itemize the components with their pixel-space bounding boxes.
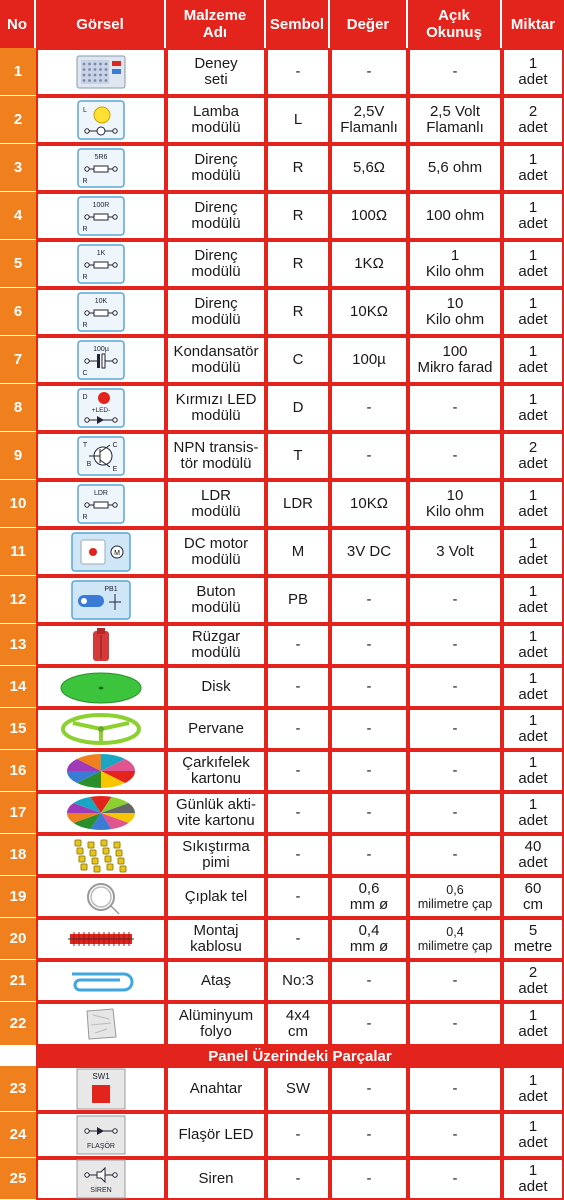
cell-value: - bbox=[330, 1158, 408, 1200]
cell-symbol: M bbox=[266, 528, 330, 576]
row-number: 21 bbox=[0, 960, 36, 1002]
svg-text:L: L bbox=[83, 107, 87, 114]
cell-symbol: D bbox=[266, 384, 330, 432]
section-panel-parts: Panel Üzerindeki Parçalar bbox=[36, 1046, 564, 1066]
cell-quantity: 1 adet bbox=[502, 750, 564, 792]
resistor-module-icon bbox=[36, 192, 166, 240]
cell-quantity: 1 adet bbox=[502, 1002, 564, 1046]
cell-name: Çarkıfelek kartonu bbox=[166, 750, 266, 792]
row-number: 12 bbox=[0, 576, 36, 624]
cell-value: 100Ω bbox=[330, 192, 408, 240]
cell-reading: - bbox=[408, 48, 502, 96]
capacitor-module-icon bbox=[36, 336, 166, 384]
cell-value: - bbox=[330, 960, 408, 1002]
cell-quantity: 1 adet bbox=[502, 144, 564, 192]
svg-text:M: M bbox=[114, 550, 120, 557]
cell-reading: - bbox=[408, 576, 502, 624]
cell-symbol: T bbox=[266, 432, 330, 480]
row-number: 10 bbox=[0, 480, 36, 528]
cell-reading: - bbox=[408, 1112, 502, 1158]
row-number: 20 bbox=[0, 918, 36, 960]
button-module-icon bbox=[36, 576, 166, 624]
cell-symbol: - bbox=[266, 918, 330, 960]
row-number: 2 bbox=[0, 96, 36, 144]
header-reading: Açık Okunuş bbox=[408, 0, 502, 48]
lamp-module-icon bbox=[36, 96, 166, 144]
cell-reading: - bbox=[408, 624, 502, 666]
ldr-module-icon bbox=[36, 480, 166, 528]
cell-value: 100µ bbox=[330, 336, 408, 384]
clamp-pins-icon bbox=[36, 834, 166, 876]
svg-text:T: T bbox=[82, 442, 88, 449]
cell-symbol: R bbox=[266, 288, 330, 336]
cell-quantity: 1 adet bbox=[502, 480, 564, 528]
cell-name: Montaj kablosu bbox=[166, 918, 266, 960]
daily-activity-card-icon bbox=[36, 792, 166, 834]
resistor-module-icon bbox=[36, 288, 166, 336]
cell-value: 1KΩ bbox=[330, 240, 408, 288]
cell-name: Sıkıştırma pimi bbox=[166, 834, 266, 876]
cell-name: Günlük akti- vite kartonu bbox=[166, 792, 266, 834]
cell-symbol: - bbox=[266, 666, 330, 708]
cell-symbol: R bbox=[266, 240, 330, 288]
row-number: 25 bbox=[0, 1158, 36, 1200]
cell-quantity: 1 adet bbox=[502, 708, 564, 750]
paper-clip-icon bbox=[36, 960, 166, 1002]
cell-name: Buton modülü bbox=[166, 576, 266, 624]
flasher-led-icon bbox=[36, 1112, 166, 1158]
cell-value: 10KΩ bbox=[330, 288, 408, 336]
cell-quantity: 1 adet bbox=[502, 336, 564, 384]
cell-reading: - bbox=[408, 792, 502, 834]
cell-name: Kondansatör modülü bbox=[166, 336, 266, 384]
cell-reading: 3 Volt bbox=[408, 528, 502, 576]
cell-quantity: 2 adet bbox=[502, 960, 564, 1002]
row-number: 8 bbox=[0, 384, 36, 432]
cell-name: Çıplak tel bbox=[166, 876, 266, 918]
header-symbol: Sembol bbox=[266, 0, 330, 48]
cell-reading: 100 Mikro farad bbox=[408, 336, 502, 384]
cell-symbol: PB bbox=[266, 576, 330, 624]
cell-symbol: - bbox=[266, 834, 330, 876]
experiment-set-icon bbox=[36, 48, 166, 96]
cell-value: - bbox=[330, 432, 408, 480]
cell-quantity: 5 metre bbox=[502, 918, 564, 960]
row-number: 4 bbox=[0, 192, 36, 240]
svg-text:SİREN: SİREN bbox=[90, 1187, 112, 1194]
cell-reading: 10 Kilo ohm bbox=[408, 480, 502, 528]
cell-value: - bbox=[330, 1002, 408, 1046]
cell-quantity: 1 adet bbox=[502, 792, 564, 834]
wheel-of-fortune-card-icon bbox=[36, 750, 166, 792]
cell-value: - bbox=[330, 750, 408, 792]
row-number: 14 bbox=[0, 666, 36, 708]
svg-text:+LED-: +LED- bbox=[91, 407, 111, 414]
cell-reading: 5,6 ohm bbox=[408, 144, 502, 192]
cell-symbol: L bbox=[266, 96, 330, 144]
aluminium-foil-icon bbox=[36, 1002, 166, 1046]
svg-text:5R6: 5R6 bbox=[94, 154, 108, 161]
cell-quantity: 2 adet bbox=[502, 96, 564, 144]
cell-symbol: C bbox=[266, 336, 330, 384]
cell-quantity: 1 adet bbox=[502, 624, 564, 666]
cell-quantity: 1 adet bbox=[502, 1158, 564, 1200]
svg-text:C: C bbox=[82, 370, 88, 377]
cell-quantity: 1 adet bbox=[502, 666, 564, 708]
cell-name: Deney seti bbox=[166, 48, 266, 96]
svg-text:R: R bbox=[82, 178, 88, 185]
svg-text:FLAŞÖR: FLAŞÖR bbox=[86, 1143, 116, 1150]
cell-quantity: 1 adet bbox=[502, 576, 564, 624]
cell-name: Direnç modülü bbox=[166, 288, 266, 336]
header-quantity: Miktar bbox=[502, 0, 564, 48]
cell-reading: 100 ohm bbox=[408, 192, 502, 240]
cell-reading: - bbox=[408, 1002, 502, 1046]
cell-quantity: 1 adet bbox=[502, 48, 564, 96]
svg-text:R: R bbox=[82, 322, 88, 329]
svg-text:R: R bbox=[82, 226, 88, 233]
cell-value: 2,5V Flamanlı bbox=[330, 96, 408, 144]
row-number: 9 bbox=[0, 432, 36, 480]
row-number: 13 bbox=[0, 624, 36, 666]
row-number: 11 bbox=[0, 528, 36, 576]
cell-name: NPN transis- tör modülü bbox=[166, 432, 266, 480]
header-name: Malzeme Adı bbox=[166, 0, 266, 48]
cell-symbol: R bbox=[266, 144, 330, 192]
cell-value: - bbox=[330, 48, 408, 96]
svg-text:SW1: SW1 bbox=[92, 1072, 110, 1081]
cell-value: 5,6Ω bbox=[330, 144, 408, 192]
svg-text:E: E bbox=[112, 466, 118, 473]
row-number: 15 bbox=[0, 708, 36, 750]
cell-name: Disk bbox=[166, 666, 266, 708]
cell-name: Lamba modülü bbox=[166, 96, 266, 144]
cell-name: LDR modülü bbox=[166, 480, 266, 528]
cell-value: 0,6 mm ø bbox=[330, 876, 408, 918]
cell-quantity: 2 adet bbox=[502, 432, 564, 480]
cell-value: - bbox=[330, 576, 408, 624]
cell-reading: 1 Kilo ohm bbox=[408, 240, 502, 288]
cell-symbol: - bbox=[266, 750, 330, 792]
cell-name: Anahtar bbox=[166, 1066, 266, 1112]
cell-symbol: 4x4 cm bbox=[266, 1002, 330, 1046]
row-number: 18 bbox=[0, 834, 36, 876]
disk-icon bbox=[36, 666, 166, 708]
cell-reading: - bbox=[408, 666, 502, 708]
svg-text:1K: 1K bbox=[96, 250, 106, 257]
header-no: No bbox=[0, 0, 36, 48]
cell-value: 0,4 mm ø bbox=[330, 918, 408, 960]
cell-name: Ataş bbox=[166, 960, 266, 1002]
svg-text:PB1: PB1 bbox=[104, 586, 118, 593]
svg-text:LDR: LDR bbox=[93, 490, 109, 497]
cell-reading: 0,4 milimetre çap bbox=[408, 918, 502, 960]
svg-text:R: R bbox=[82, 274, 88, 281]
header-image: Görsel bbox=[36, 0, 166, 48]
cell-symbol: - bbox=[266, 708, 330, 750]
switch-icon bbox=[36, 1066, 166, 1112]
svg-text:C: C bbox=[112, 442, 118, 449]
cell-name: Flaşör LED bbox=[166, 1112, 266, 1158]
cell-value: - bbox=[330, 1112, 408, 1158]
cell-value: - bbox=[330, 624, 408, 666]
row-number: 1 bbox=[0, 48, 36, 96]
cell-reading: - bbox=[408, 384, 502, 432]
cell-symbol: No:3 bbox=[266, 960, 330, 1002]
cell-name: DC motor modülü bbox=[166, 528, 266, 576]
cell-name: Direnç modülü bbox=[166, 192, 266, 240]
wind-module-icon bbox=[36, 624, 166, 666]
cell-symbol: - bbox=[266, 48, 330, 96]
resistor-module-icon bbox=[36, 240, 166, 288]
cell-quantity: 60 cm bbox=[502, 876, 564, 918]
cell-name: Direnç modülü bbox=[166, 240, 266, 288]
cell-name: Rüzgar modülü bbox=[166, 624, 266, 666]
led-module-icon bbox=[36, 384, 166, 432]
header-value: Değer bbox=[330, 0, 408, 48]
svg-text:R: R bbox=[82, 514, 88, 521]
row-number: 24 bbox=[0, 1112, 36, 1158]
cell-reading: - bbox=[408, 960, 502, 1002]
assembly-cable-icon bbox=[36, 918, 166, 960]
cell-symbol: SW bbox=[266, 1066, 330, 1112]
cell-name: Pervane bbox=[166, 708, 266, 750]
row-number: 5 bbox=[0, 240, 36, 288]
row-number: 6 bbox=[0, 288, 36, 336]
cell-reading: - bbox=[408, 834, 502, 876]
svg-text:B: B bbox=[86, 461, 92, 468]
cell-reading: - bbox=[408, 750, 502, 792]
cell-symbol: - bbox=[266, 624, 330, 666]
cell-quantity: 1 adet bbox=[502, 240, 564, 288]
dc-motor-module-icon bbox=[36, 528, 166, 576]
cell-reading: 10 Kilo ohm bbox=[408, 288, 502, 336]
cell-quantity: 1 adet bbox=[502, 528, 564, 576]
cell-value: 3V DC bbox=[330, 528, 408, 576]
svg-text:100µ: 100µ bbox=[93, 346, 109, 353]
row-number: 17 bbox=[0, 792, 36, 834]
cell-reading: - bbox=[408, 1158, 502, 1200]
row-number: 23 bbox=[0, 1066, 36, 1112]
svg-text:D: D bbox=[82, 394, 88, 401]
cell-reading: - bbox=[408, 708, 502, 750]
transistor-module-icon bbox=[36, 432, 166, 480]
cell-value: - bbox=[330, 1066, 408, 1112]
cell-quantity: 1 adet bbox=[502, 1112, 564, 1158]
bare-wire-icon bbox=[36, 876, 166, 918]
cell-symbol: - bbox=[266, 1112, 330, 1158]
cell-name: Alüminyum folyo bbox=[166, 1002, 266, 1046]
cell-symbol: - bbox=[266, 792, 330, 834]
cell-reading: - bbox=[408, 1066, 502, 1112]
row-number: 7 bbox=[0, 336, 36, 384]
cell-value: - bbox=[330, 708, 408, 750]
cell-reading: - bbox=[408, 432, 502, 480]
siren-icon bbox=[36, 1158, 166, 1200]
cell-name: Kırmızı LED modülü bbox=[166, 384, 266, 432]
cell-quantity: 1 adet bbox=[502, 1066, 564, 1112]
row-number: 19 bbox=[0, 876, 36, 918]
cell-symbol: - bbox=[266, 1158, 330, 1200]
cell-value: - bbox=[330, 792, 408, 834]
resistor-module-icon bbox=[36, 144, 166, 192]
cell-quantity: 40 adet bbox=[502, 834, 564, 876]
cell-symbol: - bbox=[266, 876, 330, 918]
svg-text:10K: 10K bbox=[94, 298, 108, 305]
cell-value: - bbox=[330, 384, 408, 432]
row-number: 16 bbox=[0, 750, 36, 792]
propeller-icon bbox=[36, 708, 166, 750]
cell-reading: 2,5 Volt Flamanlı bbox=[408, 96, 502, 144]
svg-text:100R: 100R bbox=[92, 202, 110, 209]
cell-quantity: 1 adet bbox=[502, 192, 564, 240]
cell-quantity: 1 adet bbox=[502, 288, 564, 336]
cell-reading: 0,6 milimetre çap bbox=[408, 876, 502, 918]
row-number: 3 bbox=[0, 144, 36, 192]
cell-value: - bbox=[330, 834, 408, 876]
cell-value: 10KΩ bbox=[330, 480, 408, 528]
cell-symbol: R bbox=[266, 192, 330, 240]
cell-value: - bbox=[330, 666, 408, 708]
cell-name: Direnç modülü bbox=[166, 144, 266, 192]
cell-name: Siren bbox=[166, 1158, 266, 1200]
row-number: 22 bbox=[0, 1002, 36, 1046]
cell-symbol: LDR bbox=[266, 480, 330, 528]
cell-quantity: 1 adet bbox=[502, 384, 564, 432]
